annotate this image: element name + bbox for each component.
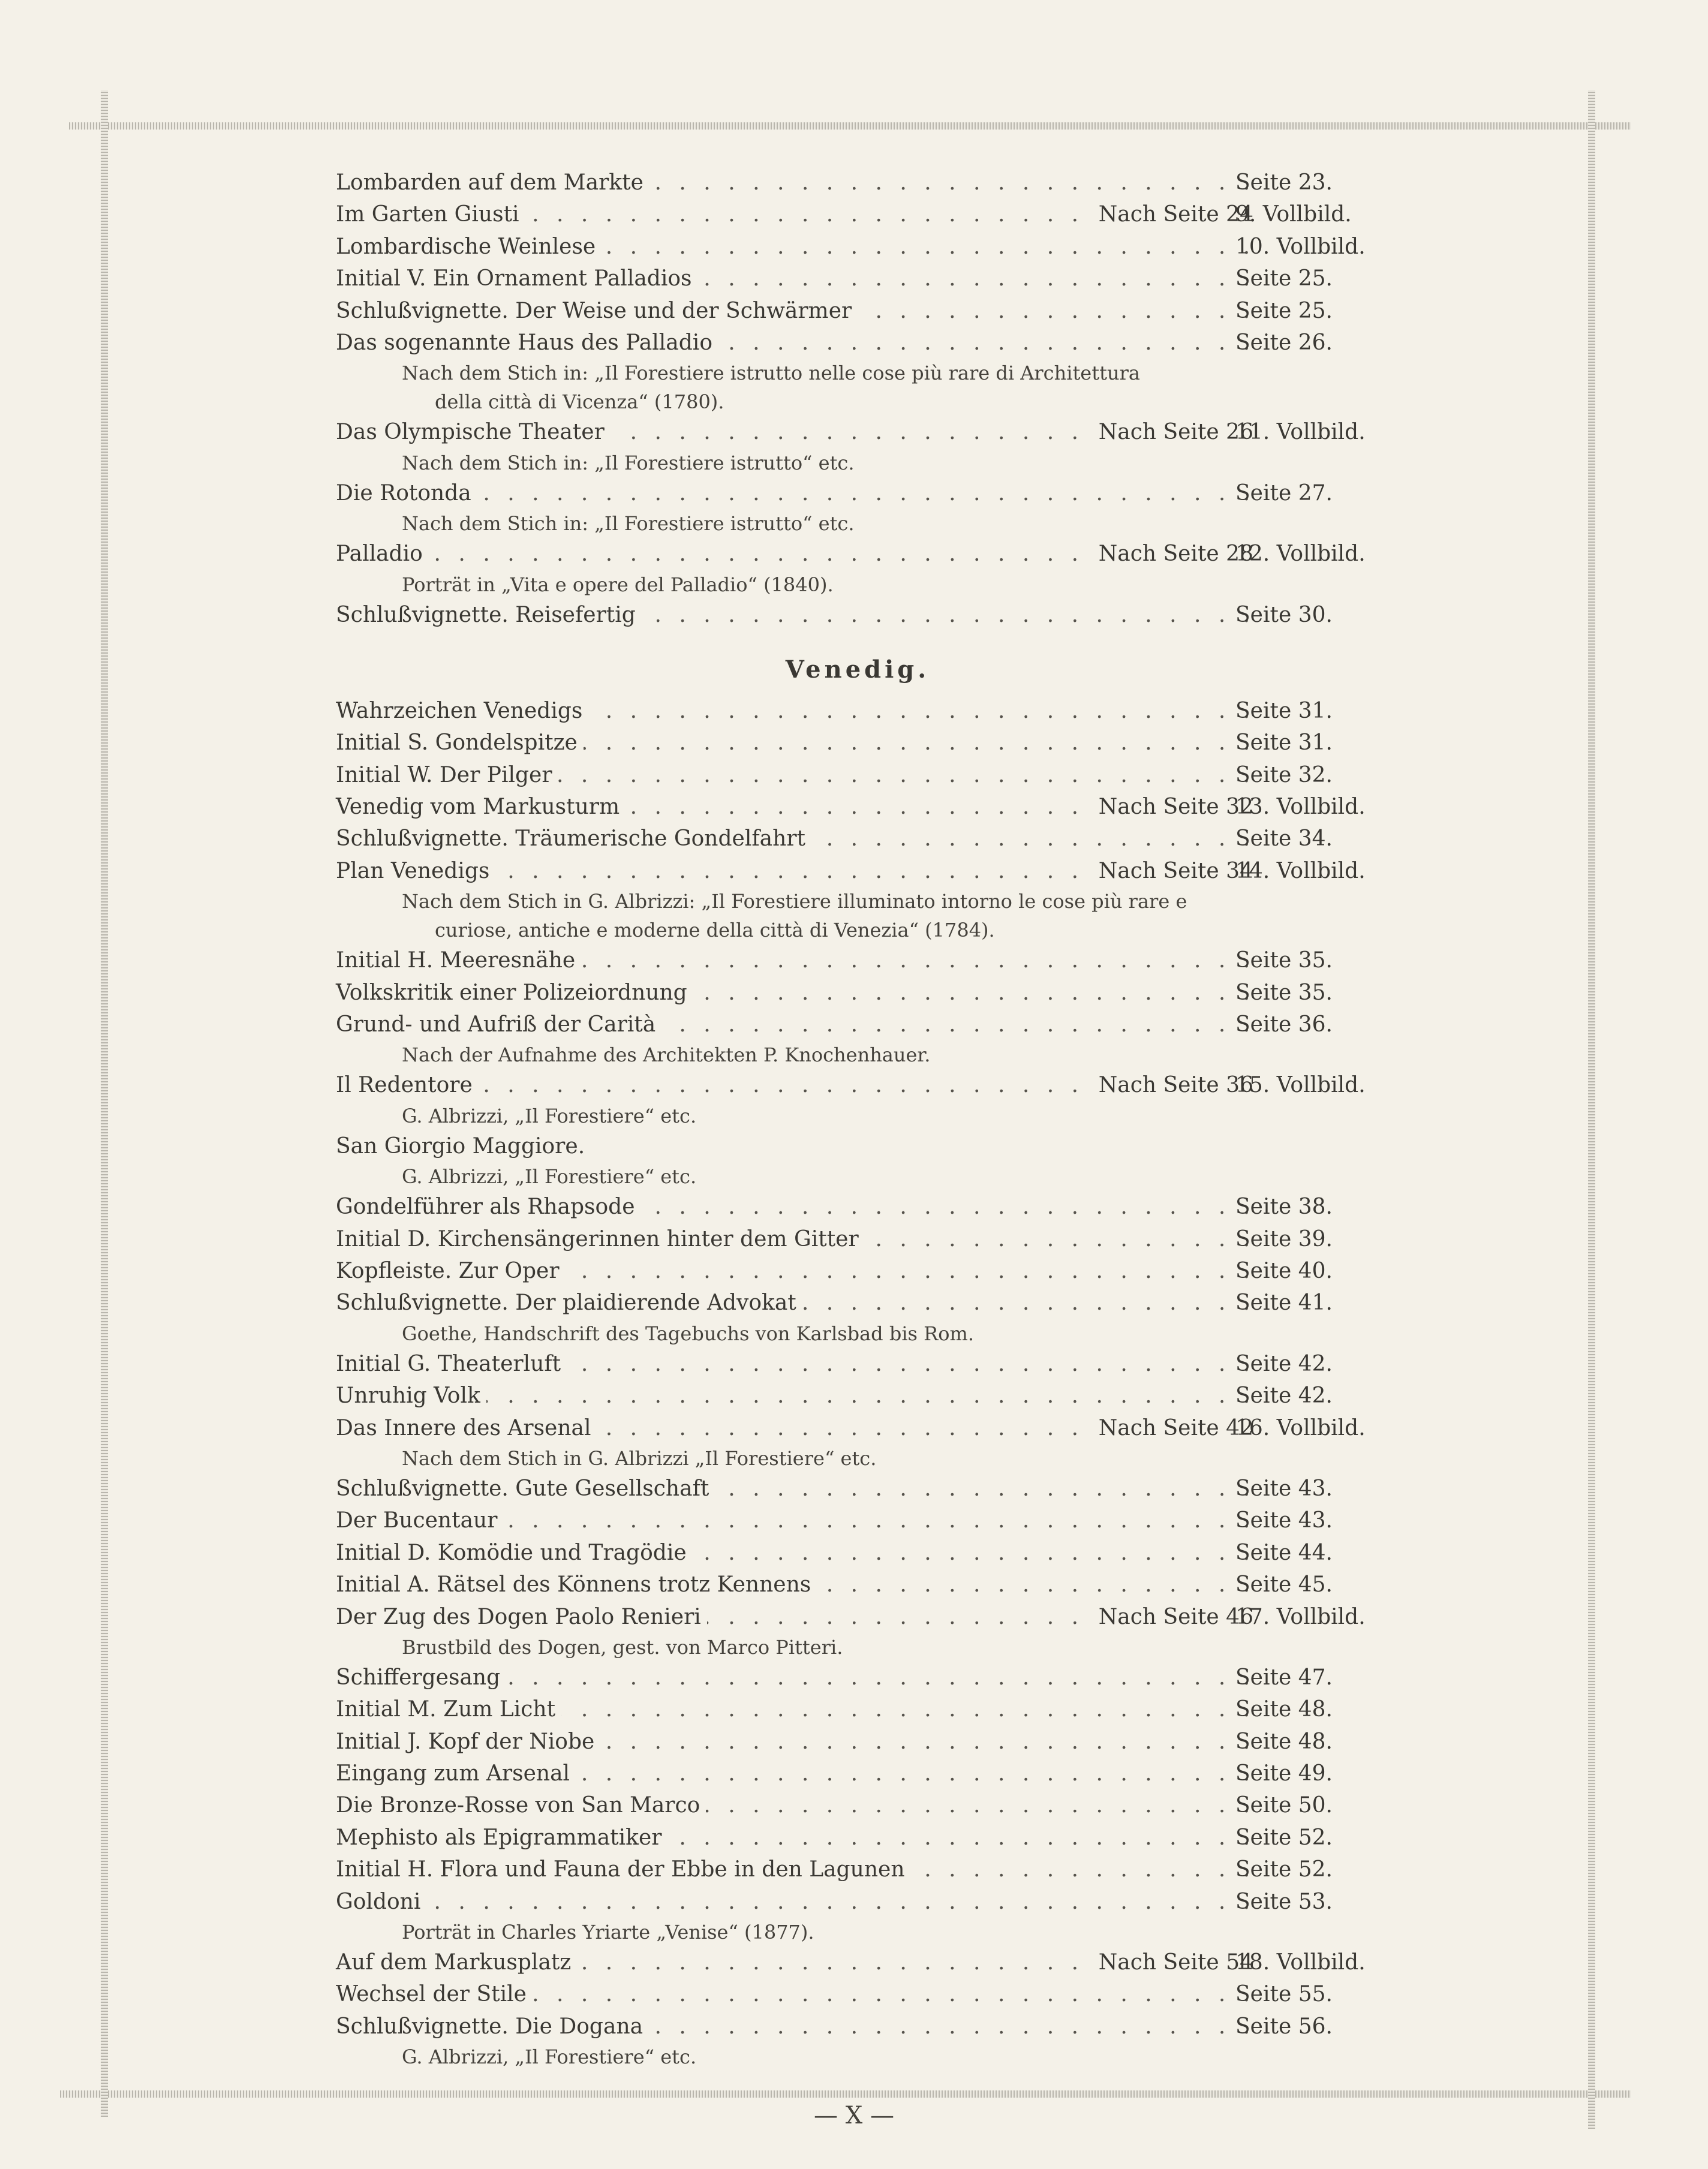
toc-entry-title: Palladio <box>336 538 429 570</box>
toc-entry-title: San Giorgio Maggiore. <box>336 1130 591 1162</box>
toc-entry-title: Die Rotonda <box>336 477 477 509</box>
toc-entry-page: Seite 52. <box>1235 1857 1333 1882</box>
toc-entry-title: Wahrzeichen Venedigs <box>336 695 588 727</box>
toc-entry-title: Das sogenannte Haus des Palladio <box>336 327 718 359</box>
toc-entry-insert-position: Nach Seite 24 <box>1093 198 1253 230</box>
toc-entry <box>336 231 1379 263</box>
toc-entry <box>336 1130 1379 1162</box>
toc-entry-source-note: Nach dem Stich in: „Il Forestiere istrutto“ etc. <box>402 451 855 474</box>
toc-entry <box>336 1223 1379 1255</box>
toc-entry-title: Der Bucentaur <box>336 1505 503 1536</box>
toc-entry <box>336 823 1379 855</box>
toc-entry-page: Seite 41. <box>1235 1290 1333 1316</box>
toc-entry-source-note: Nach dem Stich in: „Il Forestiere istrutto nelle cose più rare di Architettura <box>402 362 1140 385</box>
toc-entry-page: Seite 55. <box>1235 1982 1333 2007</box>
toc-entry-page: 9. Vollbild. <box>1235 202 1352 227</box>
toc-entry-title: Das Olympische Theater <box>336 416 611 448</box>
toc-entry-title: Initial G. Theaterluft <box>336 1348 567 1380</box>
toc-entry-page: Seite 25. <box>1235 298 1333 323</box>
toc-entry-title: Lombarden auf dem Markte <box>336 167 649 198</box>
toc-entry-title: Mephisto als Epigrammatiker <box>336 1822 667 1854</box>
toc-entry-title: Wechsel der Stile <box>336 1978 533 2010</box>
toc-entry-source-note: Nach der Aufnahme des Architekten P. Knochenhauer. <box>402 1043 931 1067</box>
toc-entry-source-note: Brustbild des Dogen, gest. von Marco Pitteri. <box>402 1635 843 1659</box>
toc-entry-title: Schlußvignette. Die Dogana <box>336 2011 649 2042</box>
toc-entry <box>336 167 1379 198</box>
toc-entry-source-note: G. Albrizzi, „Il Forestiere“ etc. <box>402 1104 697 1127</box>
toc-entry <box>336 1191 1379 1223</box>
toc-entry <box>336 599 1379 631</box>
toc-entry-page: Seite 32. <box>1235 762 1333 787</box>
toc-entry-title: Schiffergesang <box>336 1662 506 1693</box>
toc-entry <box>336 1662 1379 1693</box>
toc-entry <box>336 944 1379 976</box>
toc-entry-title: Initial H. Flora und Fauna der Ebbe in den Lagunen <box>336 1854 911 1885</box>
toc-entry <box>336 1789 1379 1821</box>
toc-section-vicenza <box>336 167 1379 631</box>
toc-entry-page: Seite 53. <box>1235 1889 1333 1914</box>
toc-entry <box>336 477 1379 509</box>
toc-entry-page: Seite 39. <box>1235 1226 1333 1252</box>
toc-entry-title: Lombardische Weinlese <box>336 231 602 263</box>
toc-entry-page: 13. Vollbild. <box>1235 795 1366 820</box>
toc-entry-title: Initial H. Meeresnähe <box>336 944 581 976</box>
toc-entry-title: Grund- und Aufriß der Carità <box>336 1009 661 1040</box>
toc-entry-title: Schlußvignette. Reisefertig <box>336 599 642 631</box>
toc-entry-source-note: Nach dem Stich in: „Il Forestiere istrutto“ etc. <box>402 512 855 536</box>
toc-entry <box>336 263 1379 294</box>
toc-entry-page: Seite 48. <box>1235 1729 1333 1754</box>
toc-entry <box>336 727 1379 759</box>
toc-entry-title: Initial D. Kirchensängerinnen hinter dem Gitter <box>336 1223 865 1255</box>
toc-entry-page: 10. Vollbild. <box>1235 234 1366 259</box>
toc-entry-source-note: Nach dem Stich in G. Albrizzi: „Il Forestiere illuminato intorno le cose più rare e <box>402 890 1187 913</box>
toc-entry <box>336 1255 1379 1287</box>
toc-entry-page: Seite 56. <box>1235 2014 1333 2039</box>
toc-entry-title: Der Zug des Dogen Paolo Renieri <box>336 1601 707 1633</box>
toc-entry-page: Seite 42. <box>1235 1383 1333 1409</box>
toc-entry-page: Seite 27. <box>1235 480 1333 506</box>
toc-entry-source-note: Porträt in Charles Yriarte „Venise“ (1877). <box>402 1921 814 1944</box>
toc-entry-page: Seite 31. <box>1235 698 1333 723</box>
toc-entry <box>336 1348 1379 1380</box>
toc-entry-title: Volkskritik einer Polizeiordnung <box>336 977 693 1009</box>
toc-entry-title: Initial S. Gondelspitze <box>336 727 584 759</box>
toc-section-venedig <box>336 695 1379 2071</box>
toc-entry <box>336 1287 1379 1319</box>
toc-entry-page: 12. Vollbild. <box>1235 542 1366 567</box>
toc-entry <box>336 1537 1379 1569</box>
toc-entry-page: 16. Vollbild. <box>1235 1415 1366 1440</box>
toc-entry-page: Seite 43. <box>1235 1508 1333 1533</box>
toc-entry-title: Initial D. Komödie und Tragödie <box>336 1537 693 1569</box>
toc-entry-insert-position: Nach Seite 28 <box>1093 538 1253 570</box>
toc-entry-source-note: Goethe, Handschrift des Tagebuchs von Karlsbad bis Rom. <box>402 1322 975 1345</box>
toc-entry <box>336 1854 1379 1885</box>
toc-entry-insert-position: Nach Seite 42 <box>1093 1412 1253 1444</box>
toc-entry-insert-position: Nach Seite 34 <box>1093 855 1253 887</box>
toc-entry <box>336 1473 1379 1505</box>
toc-entry-title: Das Innere des Arsenal <box>336 1412 597 1444</box>
toc-entry-page: Seite 42. <box>1235 1351 1333 1376</box>
toc-entry <box>336 855 1379 887</box>
toc-entry-page: Seite 48. <box>1235 1697 1333 1722</box>
toc-entry-source-note: della città di Vicenza“ (1780). <box>435 390 724 414</box>
toc-entry-insert-position: Nach Seite 26 <box>1093 416 1253 448</box>
right-border-rule <box>1588 90 1595 2129</box>
toc-entry-page: 17. Vollbild. <box>1235 1604 1366 1629</box>
toc-entry-source-note: curiose, antiche e moderne della città di Venezia“ (1784). <box>435 919 995 942</box>
toc-entry-insert-position: Nach Seite 32 <box>1093 791 1253 823</box>
toc-entry-title: Kopfleiste. Zur Oper <box>336 1255 566 1287</box>
toc-entry-page: Seite 45. <box>1235 1572 1333 1598</box>
toc-entry <box>336 759 1379 791</box>
dot-leader <box>336 1886 1253 1918</box>
toc-entry-page: Seite 38. <box>1235 1195 1333 1220</box>
toc-entry <box>336 1886 1379 1918</box>
toc-entry-title: Die Bronze-Rosse von San Marco <box>336 1789 706 1821</box>
toc-entry <box>336 1009 1379 1040</box>
toc-entry-title: Eingang zum Arsenal <box>336 1758 576 1789</box>
toc-entry-page: Seite 25. <box>1235 266 1333 291</box>
toc-entry-insert-position: Nach Seite 36 <box>1093 1069 1253 1101</box>
toc-entry <box>336 1758 1379 1789</box>
toc-entry-source-note: Nach dem Stich in G. Albrizzi „Il Forestiere“ etc. <box>402 1446 877 1470</box>
toc-entry <box>336 1505 1379 1536</box>
toc-entry-page: Seite 35. <box>1235 980 1333 1005</box>
toc-entry <box>336 791 1379 823</box>
toc-entry-title: Im Garten Giusti <box>336 198 525 230</box>
toc-entry-title: Schlußvignette. Träumerische Gondelfahrt <box>336 823 811 855</box>
toc-entry <box>336 695 1379 727</box>
toc-entry <box>336 1380 1379 1412</box>
toc-entry-page: Seite 44. <box>1235 1540 1333 1565</box>
toc-entry-title: Gondelführer als Rhapsode <box>336 1191 641 1223</box>
toc-entry-page: Seite 43. <box>1235 1476 1333 1501</box>
section-heading-venedig: Venedig. <box>785 655 930 684</box>
toc-entry-title: Initial J. Kopf der Niobe <box>336 1726 600 1758</box>
toc-entry <box>336 1569 1379 1601</box>
top-border-rule <box>69 122 1631 130</box>
toc-entry-page: Seite 50. <box>1235 1793 1333 1818</box>
toc-entry-title: Initial A. Rätsel des Könnens trotz Kennens <box>336 1569 817 1601</box>
toc-entry <box>336 198 1379 230</box>
toc-entry-title: Schlußvignette. Gute Gesellschaft <box>336 1473 715 1505</box>
toc-entry-page: Seite 36. <box>1235 1012 1333 1037</box>
toc-entry-page: Seite 47. <box>1235 1665 1333 1690</box>
toc-entry-insert-position: Nach Seite 54 <box>1093 1947 1253 1978</box>
toc-entry <box>336 1693 1379 1725</box>
bottom-border-rule <box>60 2090 1631 2098</box>
toc-entry <box>336 416 1379 448</box>
toc-entry-page: Seite 23. <box>1235 170 1333 195</box>
toc-entry-title: Initial W. Der Pilger <box>336 759 558 791</box>
toc-entry <box>336 1069 1379 1101</box>
toc-entry <box>336 1726 1379 1758</box>
toc-entry-page: Seite 34. <box>1235 826 1333 852</box>
toc-entry <box>336 295 1379 327</box>
toc-entry <box>336 1822 1379 1854</box>
toc-entry <box>336 977 1379 1009</box>
toc-entry-page: Seite 31. <box>1235 730 1333 756</box>
toc-entry-page: Seite 35. <box>1235 948 1333 973</box>
toc-entry-page: Seite 30. <box>1235 602 1333 627</box>
toc-entry-page: Seite 40. <box>1235 1258 1333 1283</box>
toc-entry <box>336 1412 1379 1444</box>
toc-entry-page: Seite 49. <box>1235 1761 1333 1786</box>
toc-entry-source-note: G. Albrizzi, „Il Forestiere“ etc. <box>402 2045 697 2069</box>
toc-entry-title: Schlußvignette. Der plaidierende Advokat <box>336 1287 802 1319</box>
toc-entry <box>336 1978 1379 2010</box>
toc-entry-title: Schlußvignette. Der Weise und der Schwärmer <box>336 295 858 327</box>
toc-entry-title: Plan Venedigs <box>336 855 495 887</box>
toc-entry-page: 18. Vollbild. <box>1235 1950 1366 1975</box>
toc-entry <box>336 1947 1379 1978</box>
toc-entry-title: Goldoni <box>336 1886 426 1918</box>
toc-entry-page: Seite 52. <box>1235 1825 1333 1850</box>
toc-entry-insert-position: Nach Seite 46 <box>1093 1601 1253 1633</box>
toc-entry-title: Initial V. Ein Ornament Palladios <box>336 263 698 294</box>
left-border-rule <box>101 90 108 2117</box>
toc-entry <box>336 1601 1379 1633</box>
toc-entry <box>336 327 1379 359</box>
toc-entry <box>336 538 1379 570</box>
toc-entry-page: Seite 26. <box>1235 330 1333 355</box>
toc-entry-page: 11. Vollbild. <box>1235 420 1366 445</box>
table-of-illustrations <box>336 167 1379 2071</box>
toc-entry-title: Unruhig Volk <box>336 1380 486 1412</box>
toc-entry-title: Initial M. Zum Licht <box>336 1693 561 1725</box>
toc-entry-source-note: Porträt in „Vita e opere del Palladio“ (1840). <box>402 573 834 596</box>
toc-entry-page: 15. Vollbild. <box>1235 1073 1366 1098</box>
toc-entry-title: Il Redentore <box>336 1069 479 1101</box>
toc-entry-page: 14. Vollbild. <box>1235 858 1366 883</box>
toc-entry <box>336 2011 1379 2042</box>
page-number: — X — <box>814 2102 894 2129</box>
toc-entry-source-note: G. Albrizzi, „Il Forestiere“ etc. <box>402 1165 697 1189</box>
toc-entry-title: Venedig vom Markusturm <box>336 791 626 823</box>
toc-entry-title: Auf dem Markusplatz <box>336 1947 577 1978</box>
